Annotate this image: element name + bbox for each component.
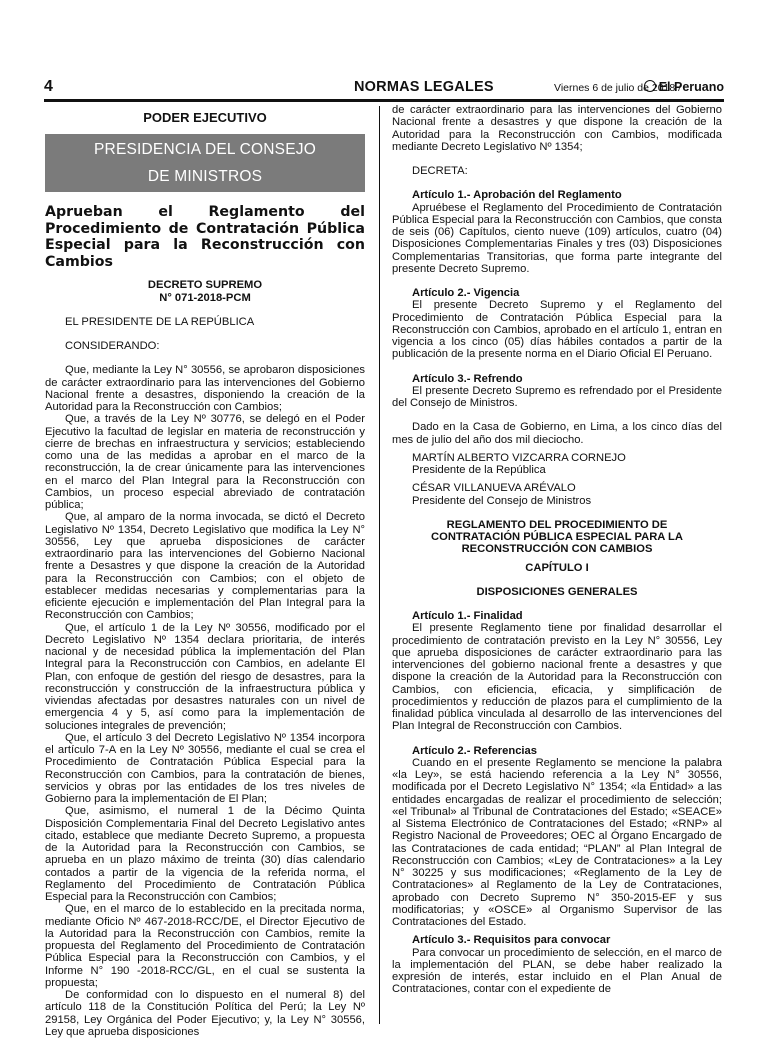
signatory-1-name: MARTÍN ALBERTO VIZCARRA CORNEJO xyxy=(412,451,626,464)
chapter-heading: CAPÍTULO I xyxy=(525,561,589,574)
article-2-text: El presente Decreto Supremo y el Reglamento del Procedimiento de Contratación Pública Especial para la Reconstrucción con Cambios, aprobado en el artículo 1, entran en vigencia a los cinco (05) días hábiles contados a partir de la publicación de la presente norma en el Diario Oficial El Peruano. xyxy=(392,299,722,361)
right-column xyxy=(392,104,722,996)
reg-article-1-text: El presente Reglamento tiene por finalidad desarrollar el procedimiento de contratación previsto en la Ley N° 30556, Ley que aprueba disposiciones de carácter extraordinario para las intervenciones del gobierno nacional frente a desastres y que dispone la creación de la Autoridad para la Reconstrucción con Cambios, con eficiencia, eficacia, y simplificación de procedimientos y reducción de plazos para el cumplimiento de la finalidad pública vinculada al desarrollo de las intervenciones del Plan Integral de Reconstrucción con Cambios. xyxy=(392,622,722,733)
page-number: 4 xyxy=(44,78,53,95)
signatory-2-name: CÉSAR VILLANUEVA ARÉVALO xyxy=(412,482,576,495)
page-header xyxy=(44,78,724,98)
reg-article-3-title: Artículo 3.- Requisitos para convocar xyxy=(412,934,611,947)
publication-name xyxy=(644,80,724,94)
decree-number: N° 071-2018-PCM xyxy=(159,291,251,304)
branch-heading: PODER EJECUTIVO xyxy=(143,110,267,125)
reg-article-1-title: Artículo 1.- Finalidad xyxy=(412,610,523,622)
whereas-paragraph: Que, asimismo, el numeral 1 de la Décimo Quinta Disposición Complementaria Final del Decreto Legislativo antes citado, establece que mediante Decreto Supremo, a propuesta de la Autoridad para la Reconstrucción con Cambios, se aprueba en un plazo máximo de treinta (30) días calendario contados a partir de la vigencia de la referida norma, el Reglamento del Procedimiento de Contratación Pública Especial para la Reconstrucción con Cambios; xyxy=(45,805,365,903)
regulation-title: REGLAMENTO DEL PROCEDIMIENTO DE CONTRATACIÓN PÚBLICA ESPECIAL PARA LA RECONSTRUCCIÓN CON CAMBIOS xyxy=(431,518,683,556)
article-1-text: Apruébese el Reglamento del Procedimiento de Contratación Pública Especial para la Reconstrucción con Cambios, que consta de seis (06) Capítulos, ciento nueve (109) artículos, cuatro (04) Disposiciones Complementarias Finales y tres (03) Disposiciones Complementarias Transitorias, que forma parte integrante del presente Decreto Supremo. xyxy=(392,201,722,275)
header-rule xyxy=(44,99,724,102)
given-at-paragraph: Dado en la Casa de Gobierno, en Lima, a los cinco días del mes de julio del año dos mil dieciocho. xyxy=(392,421,722,446)
reg-article-2-text: Cuando en el presente Reglamento se mencione la palabra «la Ley», se está haciendo referencia a la Ley N° 30556, modificada por el Decreto Legislativo N° 1354; «la Entidad» a las entidades encargadas de realizar el procedimiento de selección; «el Tribunal» al Tribunal de Contrataciones del Estado; «SEACE» al Sistema Electrónico de Contrataciones del Estado; «RNP» al Registro Nacional de Proveedores; OEC al Órgano Encargado de las Contrataciones de cada entidad; “PLAN” al Plan Integral de Reconstrucción con Cambios; «Ley de Contrataciones» a la Ley N° 30225 y sus modificaciones; «Reglamento de la Ley de Contrataciones» al Reglamento de la Ley de Contrataciones, aprobado con Decreto Supremo N° 350-2015-EF y sus modificatorias; y «OSCE» al Organismo Supervisor de las Contrataciones del Estado. xyxy=(392,756,722,928)
whereas-paragraph: Que, a través de la Ley Nº 30776, se delegó en el Poder Ejecutivo la facultad de legislar en materia de reconstrucción y cierre de brechas en infraestructura y servicios; estableciendo como una de las medidas a aprobar en el marco de la reconstrucción, la de crear únicamente para las intervenciones en el marco del Plan Integral para la Reconstrucción con Cambios, un proceso especial abreviado de contratación pública; xyxy=(45,413,365,511)
left-column xyxy=(45,108,365,1038)
issue-date: Viernes 6 de julio de 2018 / xyxy=(554,82,682,94)
reg-article-2-title: Artículo 2.- Referencias xyxy=(412,744,537,757)
article-2-title: Artículo 2.- Vigencia xyxy=(412,287,520,299)
considering-label: CONSIDERANDO: xyxy=(65,340,160,352)
decree-label: DECRETO SUPREMO xyxy=(147,279,263,292)
column-divider xyxy=(379,106,380,1024)
publication-label: El Peruano xyxy=(658,80,724,94)
reg-article-3-text: Para convocar un procedimiento de selección, en el marco de la implementación del PLAN, se debe haber realizado la expresión de interés, estar incluido en el Plan Anual de Contrataciones, contar con el expediente de xyxy=(392,946,722,996)
whereas-paragraph: Que, al amparo de la norma invocada, se dictó el Decreto Legislativo Nº 1354, Decreto Legislativo que modifica la Ley N° 30556, Ley que aprueba disposiciones de carácter extraordinario para las intervenciones del Gobierno Nacional frente a Desastres y que dispone la creación de la Autoridad para la Reconstrucción con Cambios; con el objeto de establecer medidas necesarias y complementarias para la eficiente ejecución e implementación del Plan Integral para la Reconstrucción con Cambios; xyxy=(45,511,365,622)
ministry-line-2: DE MINISTROS xyxy=(147,168,263,186)
continuation-paragraph: de carácter extraordinario para las intervenciones del Gobierno Nacional frente a desastres y que dispone la creación de la Autoridad para la Reconstrucción con Cambios, modificada mediante Decreto Legislativo Nº 1354; xyxy=(392,104,722,153)
president-line: EL PRESIDENTE DE LA REPÚBLICA xyxy=(65,315,255,328)
decreta-label: DECRETA: xyxy=(412,165,468,177)
article-3-text: El presente Decreto Supremo es refrendado por el Presidente del Consejo de Ministros. xyxy=(392,384,722,409)
article-3-title: Artículo 3.- Refrendo xyxy=(412,372,523,385)
section-title: NORMAS LEGALES xyxy=(354,79,494,95)
peruano-logo-icon xyxy=(644,80,656,92)
chapter-title: DISPOSICIONES GENERALES xyxy=(476,585,638,598)
signatory-2-role: Presidente del Consejo de Ministros xyxy=(412,494,592,507)
whereas-paragraph: Que, en el marco de lo establecido en la precitada norma, mediante Oficio Nº 467-2018-RCC/DE, el Director Ejecutivo de la Autoridad para la Reconstrucción con Cambios, remite la propuesta del Reglamento del Procedimiento de Contratación Pública Especial para la Reconstrucción con Cambios, y el Informe N° 190 -2018-RCC/GL, en el cual se sustenta la propuesta; xyxy=(45,903,365,989)
whereas-paragraph: Que, el artículo 3 del Decreto Legislativo Nº 1354 incorpora el artículo 7-A en la Ley Nº 30556, mediante el cual se crea el Procedimiento de Contratación Pública Especial para la Reconstrucción con Cambios, para la contratación de bienes, servicios y obras por las entidades de los tres niveles de Gobierno para la implementación de El Plan; xyxy=(45,731,365,805)
whereas-paragraph: De conformidad con lo dispuesto en el numeral 8) del artículo 118 de la Constitución Política del Perú; la Ley Nº 29158, Ley Orgánica del Poder Ejecutivo; y, la Ley N° 30556, Ley que aprueba disposiciones xyxy=(45,989,365,1038)
article-1-title: Artículo 1.- Aprobación del Reglamento xyxy=(412,189,622,202)
ministry-banner xyxy=(45,134,365,192)
decree-title: Aprueban el Reglamento del Procedimiento de Contratación Pública Especial para la Reconstrucción con Cambios xyxy=(45,204,365,270)
whereas-paragraph: Que, el artículo 1 de la Ley Nº 30556, modificado por el Decreto Legislativo Nº 1354 declara prioritaria, de interés nacional y de necesidad pública la implementación del Plan Integral para la Reconstrucción con Cambios, en adelante El Plan, con enfoque de gestión del riesgo de desastres, para la reconstrucción y construcción de la infraestructura pública y viviendas afectadas por desastres naturales con un nivel de emergencia 4 y 5, así como para la implementación de soluciones integrales de prevención; xyxy=(45,621,365,732)
ministry-line-1: PRESIDENCIA DEL CONSEJO xyxy=(94,141,316,159)
whereas-paragraph: Que, mediante la Ley N° 30556, se aprobaron disposiciones de carácter extraordinario para las intervenciones del Gobierno Nacional frente a desastres, disponiendo la creación de la Autoridad para la Reconstrucción con Cambios; xyxy=(45,364,365,413)
signatory-1-role: Presidente de la República xyxy=(412,464,546,476)
